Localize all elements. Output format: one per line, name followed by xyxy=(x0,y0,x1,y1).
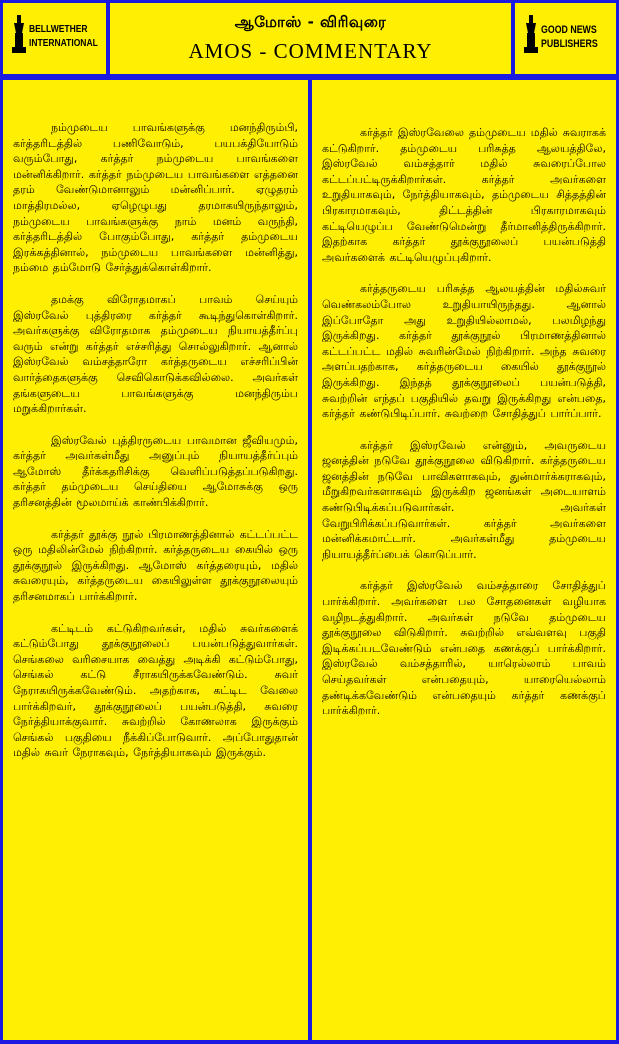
logo-left-line1: BELLWETHER xyxy=(29,24,88,35)
bellwether-logo xyxy=(3,3,106,74)
header-title xyxy=(110,3,511,74)
title-english: AMOS - COMMENTARY xyxy=(188,39,433,63)
paragraph: கட்டிடம் கட்டுகிறவர்கள், மதில் சுவர்களைக் கட்டும்போது தூக்குநூலைப் பயன்படுத்துவார்கள். செங்கலை வரிசையாக வைத்து அடிக்கி கட்டும்போது, செங்கல் கட்டு சீராகயிருக்கவேண்டும். சுவர் நேராகயிருக்கவேண்டும். அதற்காக, கட்டிட வேலை பார்க்கிறவர், தூக்குநூலைப் பயன்படுத்தி, சுவரை நேர்த்தியாக்குவார். சுவற்றில் கோணலாக இருக்கும் செங்கல் பகுதியை நீக்கிப்போடுவார். அப்போதுதான் மதில் சுவர் நேராகவும், நேர்த்தியாகவும் இருக்கும். xyxy=(13,621,298,760)
paragraph: கர்த்தர் இஸ்ரவேல் வம்சத்தாரை சோதித்துப் பார்க்கிறார். அவர்களை பல சோதனைகள் வழியாக வழிநடத்துகிறார். அவர்கள் நடுவே தம்முடைய தூக்குநூலை விடுகிறார். சுவற்றில் எவ்வளவு பகுதி இடிக்கப்படவேண்டும் என்பதை கணக்குப் பார்க்கிறார். இஸ்ரவேல் வம்சத்தாரில், யாரெல்லாம் பாவம் செய்தவர்கள் என்பதையும், யாரையெல்லாம் தண்டிக்கவேண்டும் என்பதையும் கர்த்தர் கணக்குப் பார்க்கிறார். xyxy=(322,579,606,718)
paragraph: கர்த்தர் தூக்கு நூல் பிரமாணத்தினால் கட்டப்பட்ட ஒரு மதிலின்மேல் நிற்கிறார். கர்த்தருடைய கையில் ஒரு தூக்குநூல் இருக்கிறது. ஆமோஸ் கர்த்தரையும், மதில் சுவரையும், கர்த்தருடைய கையிலுள்ள தூக்குநூலையும் தரிசனமாகப் பார்க்கிறார். xyxy=(13,527,298,604)
right-column xyxy=(312,80,616,1040)
bell-tower-icon xyxy=(523,15,539,55)
paragraph: கர்த்தர் இஸ்ரவேல் என்னும், அவருடைய ஜனத்தின் நடுவே தூக்குநூலை விடுகிறார். கர்த்தருடைய ஜனத்தின் நடுவே பாவிகளாகவும், துன்மார்க்கராகவும், மீறுகிறவர்களாகவும் இருக்கிற ஜனங்கள் அடையாளம் கண்டுபிடிக்கப்படுவார்கள். அவர்கள் வேறுபிரிக்கப்படுவார்கள். கர்த்தர் அவர்களை மன்னிக்கமாட்டார். அவர்கள்மீது தம்முடைய நியாயத்தீர்ப்பைக் கொடுப்பார். xyxy=(322,438,606,561)
paragraph: கர்த்தர் இஸ்ரவேலை தம்முடைய மதில் சுவராகக் கட்டுகிறார். தம்முடைய பரிசுத்த ஆலயத்திலே, இஸ்ரவேல் வம்சத்தார் மதில் சுவரைப்போல கட்டப்பட்டிருக்கிறார்கள். கர்த்தர் அவர்களை உறுதியாகவும், நேர்த்தியாகவும், தம்முடைய சித்தத்தின் பிரகாரமாகவும், திட்டத்தின் பிரகாரமாகவும் கட்டியெழுப்ப வேண்டுமென்று தீர்மானித்திருக்கிறார். இதற்காக கர்த்தர் தூக்குநூலைப் பயன்படுத்தி அவர்களைக் கட்டியெழுப்புகிறார். xyxy=(322,126,606,264)
title-tamil: ஆமோஸ் - விரிவுரை xyxy=(234,13,387,31)
logo-right-line2: PUBLISHERS xyxy=(541,38,598,50)
logo-left-line2: INTERNATIONAL xyxy=(29,38,98,49)
paragraph: தமக்கு விரோதமாகப் பாவம் செய்யும் இஸ்ரவேல் புத்திரரை கர்த்தர் கூடிந்துகொள்கிறார். அவர்களுக்கு விரோதமாக தம்முடைய நியாயத்தீர்ப்பு வரும் என்று கர்த்தர் எச்சரித்து சொல்லுகிறார். ஆனால் இஸ்ரவேல் வம்சத்தாரோ கர்த்தருடைய எச்சரிப்பின் வார்த்தைகளுக்கு செவிகொடுக்கவில்லை. அவர்கள் தங்களுடைய பாவங்களுக்கு மனந்திரும்ப மறுக்கிறார்கள். xyxy=(13,292,298,416)
left-column xyxy=(3,80,308,1040)
paragraph: இஸ்ரவேல் புத்திரருடைய பாவமான ஜீவியமும், கர்த்தர் அவர்கள்மீது அனுப்பும் நியாயத்தீர்ப்பும் ஆமோஸ் தீர்க்கதரிசிக்கு வெளிப்படுத்தப்படுகிறது. கர்த்தர் தம்முடைய செய்தியை ஆமோசுக்கு ஒரு தரிசனத்தின் மூலமாய்க் காண்பிக்கிறார். xyxy=(13,433,298,510)
paragraph: கர்த்தருடைய பரிசுத்த ஆலயத்தின் மதில்சுவர் வெண்கலம்போல உறுதியாயிருந்தது. ஆனால் இப்போதோ அது உறுதியில்லாமல், பலமிழந்து இருக்கிறது. கர்த்தர் தூக்குநூல் பிரமாணத்தினால் கட்டப்பட்ட மதில் சுவரின்மேல் நிற்கிறார். அந்த சுவரை அளப்பதற்காக, கர்த்தருடைய கையில் தூக்குநூல் இருக்கிறது. இந்தத் தூக்குநூலைப் பயன்படுத்தி, சுவற்றின் எந்தப் பகுதியில் தவறு இருக்கிறது என்பதை, கர்த்தர் கண்டுபிடிப்பார். சுவற்றை சோதித்துப் பார்ப்பார். xyxy=(322,282,606,421)
good-news-logo xyxy=(515,3,616,74)
good-news-logo-text xyxy=(541,23,598,51)
bell-tower-icon xyxy=(11,15,27,55)
bellwether-logo-text xyxy=(29,23,98,51)
paragraph: நம்முடைய பாவங்களுக்கு மனந்திரும்பி, கர்த்தரிடத்தில் பணிவோடும், பயபக்தியோடும் வரும்போது, கர்த்தர் நம்முடைய பாவங்களை மன்னிக்கிறார். கர்த்தர் நம்முடைய பாவங்களை எத்தனை தரம் வேண்டுமானாலும் மன்னிப்பார். ஏழுதரம் மாத்திரமல்ல, ஏழெழுபது தரமாகயிருந்தாலும், நம்முடைய பாவங்களுக்கு நாம் மனம் வருந்தி, கர்த்தரிடத்தில் போகும்போது, கர்த்தர் தம்முடைய இரக்கத்தினால், நம்முடைய பாவங்களை மன்னித்து, நம்மை தம்மோடு சேர்த்துக்கொள்கிறார். xyxy=(13,121,298,275)
logo-right-line1: GOOD NEWS xyxy=(541,24,597,36)
